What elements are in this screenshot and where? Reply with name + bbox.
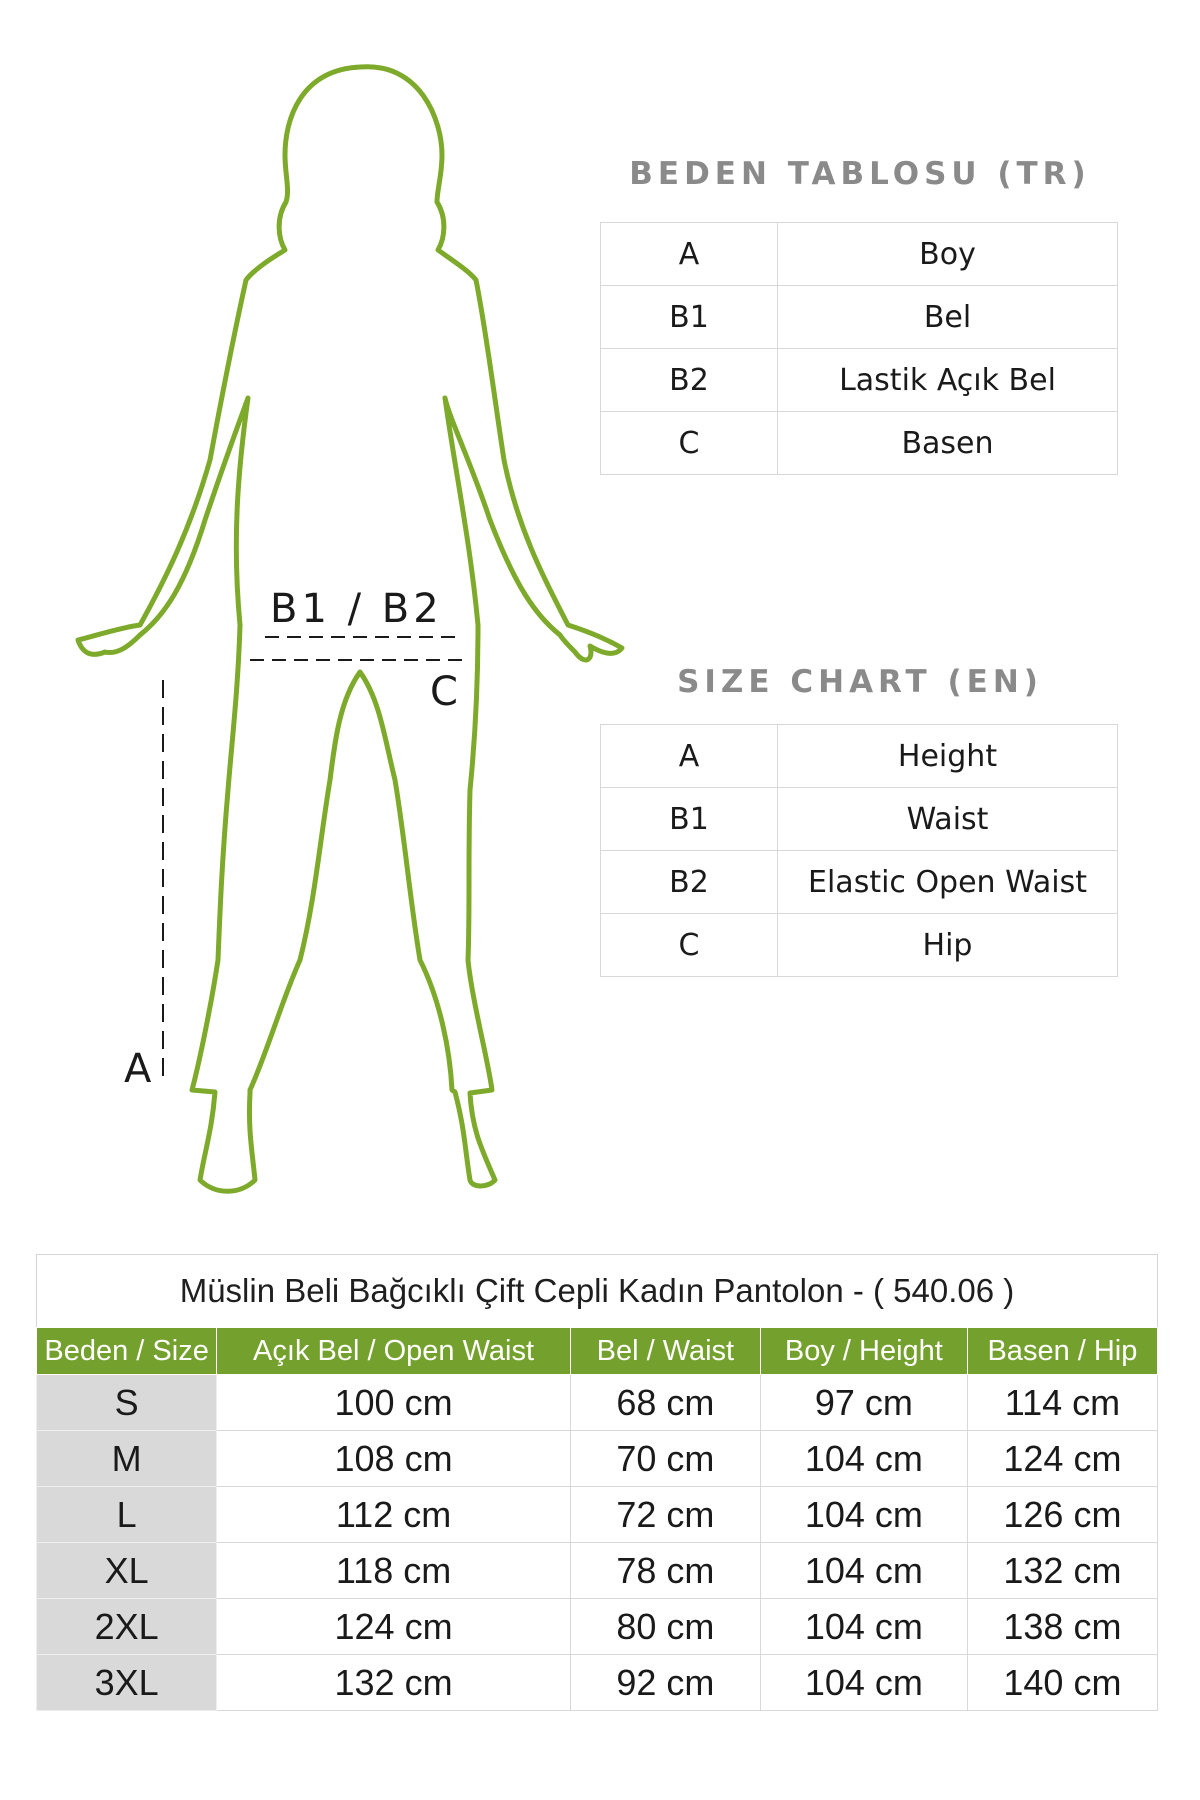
legend-label: Waist	[778, 788, 1118, 851]
table-row	[37, 1431, 1158, 1487]
legend-code: B1	[601, 788, 778, 851]
table-cell: 104 cm	[760, 1599, 967, 1655]
legend-code: A	[601, 223, 778, 286]
column-header: Basen / Hip	[967, 1328, 1157, 1375]
table-cell: 112 cm	[217, 1487, 571, 1543]
table-cell: 118 cm	[217, 1543, 571, 1599]
legend-table-en	[600, 724, 1118, 977]
size-cell: L	[37, 1487, 217, 1543]
table-cell: 78 cm	[570, 1543, 760, 1599]
legend-label: Hip	[778, 914, 1118, 977]
legend-title-tr: BEDEN TABLOSU (TR)	[629, 156, 1091, 192]
size-cell: 3XL	[37, 1655, 217, 1711]
size-cell: M	[37, 1431, 217, 1487]
column-header: Bel / Waist	[570, 1328, 760, 1375]
table-cell: 138 cm	[967, 1599, 1157, 1655]
table-cell: 70 cm	[570, 1431, 760, 1487]
table-row	[37, 1599, 1158, 1655]
table-cell: 68 cm	[570, 1375, 760, 1431]
table-cell: 124 cm	[217, 1599, 571, 1655]
legend-label: Elastic Open Waist	[778, 851, 1118, 914]
legend-code: A	[601, 725, 778, 788]
legend-row	[601, 914, 1118, 977]
table-cell: 100 cm	[217, 1375, 571, 1431]
table-cell: 104 cm	[760, 1487, 967, 1543]
table-cell: 104 cm	[760, 1431, 967, 1487]
table-cell: 104 cm	[760, 1655, 967, 1711]
legend-label: Bel	[778, 286, 1118, 349]
legend-row	[601, 725, 1118, 788]
product-title: Müslin Beli Bağcıklı Çift Cepli Kadın Pantolon - ( 540.06 )	[36, 1254, 1158, 1327]
legend-label: Basen	[778, 412, 1118, 475]
table-cell: 126 cm	[967, 1487, 1157, 1543]
table-cell: 132 cm	[967, 1543, 1157, 1599]
column-header: Açık Bel / Open Waist	[217, 1328, 571, 1375]
table-cell: 108 cm	[217, 1431, 571, 1487]
column-header: Boy / Height	[760, 1328, 967, 1375]
body-figure-illustration	[0, 0, 700, 1230]
size-cell: S	[37, 1375, 217, 1431]
legend-code: B2	[601, 349, 778, 412]
legend-row	[601, 412, 1118, 475]
size-cell: XL	[37, 1543, 217, 1599]
table-cell: 104 cm	[760, 1543, 967, 1599]
size-cell: 2XL	[37, 1599, 217, 1655]
column-header: Beden / Size	[37, 1328, 217, 1375]
legend-code: B1	[601, 286, 778, 349]
table-cell: 132 cm	[217, 1655, 571, 1711]
legend-label: Lastik Açık Bel	[778, 349, 1118, 412]
table-cell: 140 cm	[967, 1655, 1157, 1711]
table-row	[37, 1375, 1158, 1431]
legend-row	[601, 223, 1118, 286]
table-cell: 114 cm	[967, 1375, 1157, 1431]
legend-code: B2	[601, 851, 778, 914]
legend-row	[601, 286, 1118, 349]
table-row	[37, 1543, 1158, 1599]
table-cell: 80 cm	[570, 1599, 760, 1655]
legend-table-tr	[600, 222, 1118, 475]
table-cell: 97 cm	[760, 1375, 967, 1431]
table-header-row	[37, 1328, 1158, 1375]
waist-label: B1 / B2	[270, 586, 443, 632]
legend-label: Boy	[778, 223, 1118, 286]
legend-code: C	[601, 412, 778, 475]
legend-label: Height	[778, 725, 1118, 788]
size-chart-table	[36, 1254, 1158, 1711]
table-cell: 72 cm	[570, 1487, 760, 1543]
legend-row	[601, 349, 1118, 412]
legend-row	[601, 788, 1118, 851]
table-row	[37, 1487, 1158, 1543]
table-row	[37, 1655, 1158, 1711]
legend-row	[601, 851, 1118, 914]
legend-title-en: SIZE CHART (EN)	[677, 664, 1043, 700]
table-cell: 124 cm	[967, 1431, 1157, 1487]
height-label: A	[124, 1046, 152, 1092]
table-cell: 92 cm	[570, 1655, 760, 1711]
hip-label: C	[430, 669, 458, 715]
legend-code: C	[601, 914, 778, 977]
